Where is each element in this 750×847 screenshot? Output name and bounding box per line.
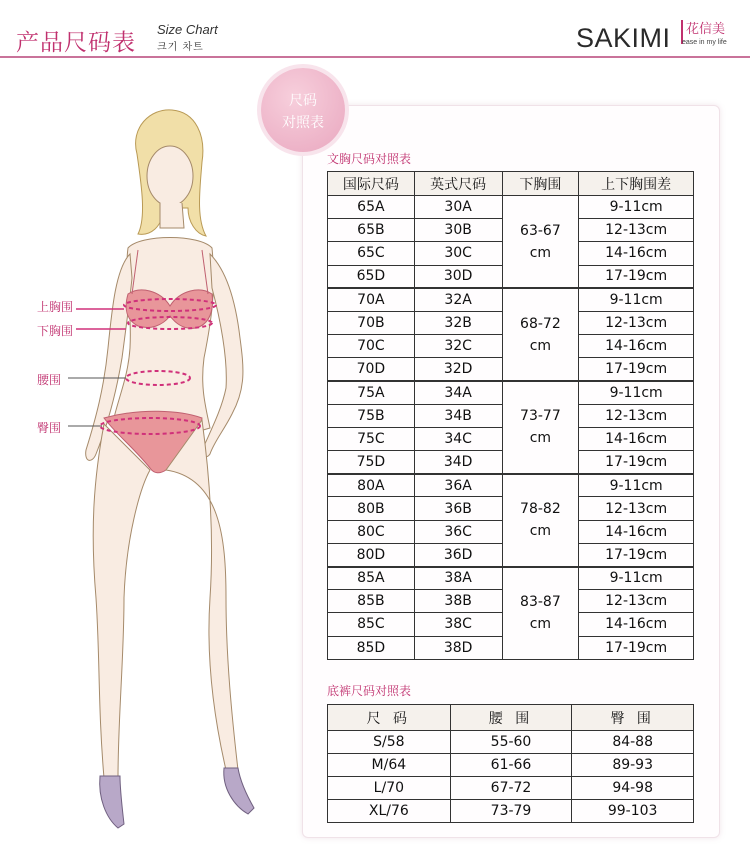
intl-size-cell: 70C: [328, 335, 415, 358]
label-hip: 臀围: [37, 421, 62, 435]
intl-size-cell: 70D: [328, 358, 415, 381]
size-cell: L/70: [328, 777, 451, 800]
table-row: [328, 381, 694, 404]
intl-size-cell: 80A: [328, 474, 415, 497]
underbust-unit: cm: [529, 430, 552, 447]
waist-cell: 73-79: [450, 800, 572, 823]
label-upper-bust: 上胸围: [37, 300, 74, 314]
page-title: 产品尺码表: [16, 30, 136, 56]
bust-difference-cell: 9-11cm: [579, 288, 694, 311]
header-size: 尺 码: [328, 705, 451, 731]
uk-size-cell: 30D: [414, 265, 502, 288]
underbust-range-cell: [502, 196, 579, 289]
size-cell: S/58: [328, 731, 451, 754]
intl-size-cell: 80D: [328, 543, 415, 566]
header-underbust: 下胸围: [502, 172, 579, 196]
underbust-range: 73-77: [520, 408, 561, 425]
underbust-range-cell: [502, 381, 579, 474]
bust-difference-cell: 14-16cm: [579, 613, 694, 636]
uk-size-cell: 32C: [414, 335, 502, 358]
uk-size-cell: 34A: [414, 381, 502, 404]
label-under-bust: 下胸围: [37, 324, 74, 338]
underbust-range: 78-82: [520, 501, 561, 518]
table-row: [328, 754, 694, 777]
page-subtitle-en: Size Chart: [157, 22, 218, 37]
bust-difference-cell: 9-11cm: [579, 381, 694, 404]
uk-size-cell: 36C: [414, 520, 502, 543]
intl-size-cell: 80C: [328, 520, 415, 543]
brand-logo: SAKIMI: [576, 23, 671, 53]
bust-difference-cell: 9-11cm: [579, 474, 694, 497]
intl-size-cell: 65B: [328, 219, 415, 242]
label-waist: 腰围: [37, 373, 62, 387]
bust-difference-cell: 14-16cm: [579, 335, 694, 358]
bust-difference-cell: 12-13cm: [579, 219, 694, 242]
panty-chart-title: 底裤尺码对照表: [327, 684, 412, 698]
table-row: [328, 288, 694, 311]
hip-cell: 84-88: [572, 731, 694, 754]
uk-size-cell: 38C: [414, 613, 502, 636]
underbust-unit: cm: [529, 616, 552, 633]
intl-size-cell: 70B: [328, 311, 415, 334]
underbust-range: 83-87: [520, 594, 561, 611]
intl-size-cell: 80B: [328, 497, 415, 520]
brand-name-cn: 花信美: [686, 22, 726, 37]
uk-size-cell: 36D: [414, 543, 502, 566]
hip-cell: 99-103: [572, 800, 694, 823]
uk-size-cell: 32A: [414, 288, 502, 311]
intl-size-cell: 75A: [328, 381, 415, 404]
page-subtitle-kr: 크기 차트: [157, 42, 204, 53]
hip-cell: 94-98: [572, 777, 694, 800]
underbust-unit: cm: [529, 244, 552, 261]
bust-difference-cell: 17-19cm: [579, 265, 694, 288]
uk-size-cell: 38B: [414, 590, 502, 613]
underbust-range-cell: [502, 474, 579, 567]
header-hip: 臀 围: [572, 705, 694, 731]
size-cell: XL/76: [328, 800, 451, 823]
uk-size-cell: 34B: [414, 404, 502, 427]
bust-difference-cell: 9-11cm: [579, 567, 694, 590]
uk-size-cell: 32D: [414, 358, 502, 381]
bust-difference-cell: 12-13cm: [579, 590, 694, 613]
underbust-unit: cm: [529, 523, 552, 540]
intl-size-cell: 85C: [328, 613, 415, 636]
bust-difference-cell: 14-16cm: [579, 242, 694, 265]
bust-difference-cell: 12-13cm: [579, 404, 694, 427]
underbust-range-cell: [502, 567, 579, 660]
uk-size-cell: 30A: [414, 196, 502, 219]
intl-size-cell: 85D: [328, 636, 415, 659]
size-cell: M/64: [328, 754, 451, 777]
size-chart-badge: [261, 68, 345, 152]
model-sketch: [0, 58, 300, 847]
table-header-row: [328, 172, 694, 196]
uk-size-cell: 36A: [414, 474, 502, 497]
badge-line-1: 尺码: [289, 93, 317, 109]
table-row: [328, 474, 694, 497]
intl-size-cell: 75C: [328, 427, 415, 450]
waist-cell: 61-66: [450, 754, 572, 777]
table-row: [328, 196, 694, 219]
underbust-range: 63-67: [520, 222, 561, 239]
uk-size-cell: 34C: [414, 427, 502, 450]
uk-size-cell: 38A: [414, 567, 502, 590]
table-row: [328, 777, 694, 800]
intl-size-cell: 85B: [328, 590, 415, 613]
table-header-row: [328, 705, 694, 731]
figure-illustration: [0, 58, 300, 847]
bust-difference-cell: 17-19cm: [579, 358, 694, 381]
uk-size-cell: 34D: [414, 451, 502, 474]
intl-size-cell: 65A: [328, 196, 415, 219]
uk-size-cell: 36B: [414, 497, 502, 520]
bust-difference-cell: 14-16cm: [579, 520, 694, 543]
hip-cell: 89-93: [572, 754, 694, 777]
intl-size-cell: 65C: [328, 242, 415, 265]
table-row: [328, 731, 694, 754]
table-row: [328, 567, 694, 590]
intl-size-cell: 65D: [328, 265, 415, 288]
intl-size-cell: 70A: [328, 288, 415, 311]
underbust-unit: cm: [529, 337, 552, 354]
panty-size-table: [327, 704, 694, 823]
badge-line-2: 对照表: [282, 115, 324, 131]
header-waist: 腰 围: [450, 705, 572, 731]
page-header: [0, 0, 750, 58]
header-intl-size: 国际尺码: [328, 172, 415, 196]
bra-chart-title: 文胸尺码对照表: [327, 152, 412, 166]
brand-tagline: ease in my life: [682, 39, 727, 46]
underbust-range-cell: [502, 288, 579, 381]
waist-cell: 55-60: [450, 731, 572, 754]
underbust-range: 68-72: [520, 315, 561, 332]
bust-difference-cell: 12-13cm: [579, 497, 694, 520]
uk-size-cell: 30C: [414, 242, 502, 265]
bust-difference-cell: 17-19cm: [579, 451, 694, 474]
intl-size-cell: 75D: [328, 451, 415, 474]
bust-difference-cell: 17-19cm: [579, 636, 694, 659]
intl-size-cell: 85A: [328, 567, 415, 590]
table-row: [328, 800, 694, 823]
bust-difference-cell: 17-19cm: [579, 543, 694, 566]
uk-size-cell: 32B: [414, 311, 502, 334]
bra-size-table: [327, 171, 694, 660]
uk-size-cell: 30B: [414, 219, 502, 242]
bust-difference-cell: 12-13cm: [579, 311, 694, 334]
intl-size-cell: 75B: [328, 404, 415, 427]
bust-difference-cell: 14-16cm: [579, 427, 694, 450]
waist-cell: 67-72: [450, 777, 572, 800]
header-bust-difference: 上下胸围差: [579, 172, 694, 196]
bust-difference-cell: 9-11cm: [579, 196, 694, 219]
uk-size-cell: 38D: [414, 636, 502, 659]
header-uk-size: 英式尺码: [414, 172, 502, 196]
